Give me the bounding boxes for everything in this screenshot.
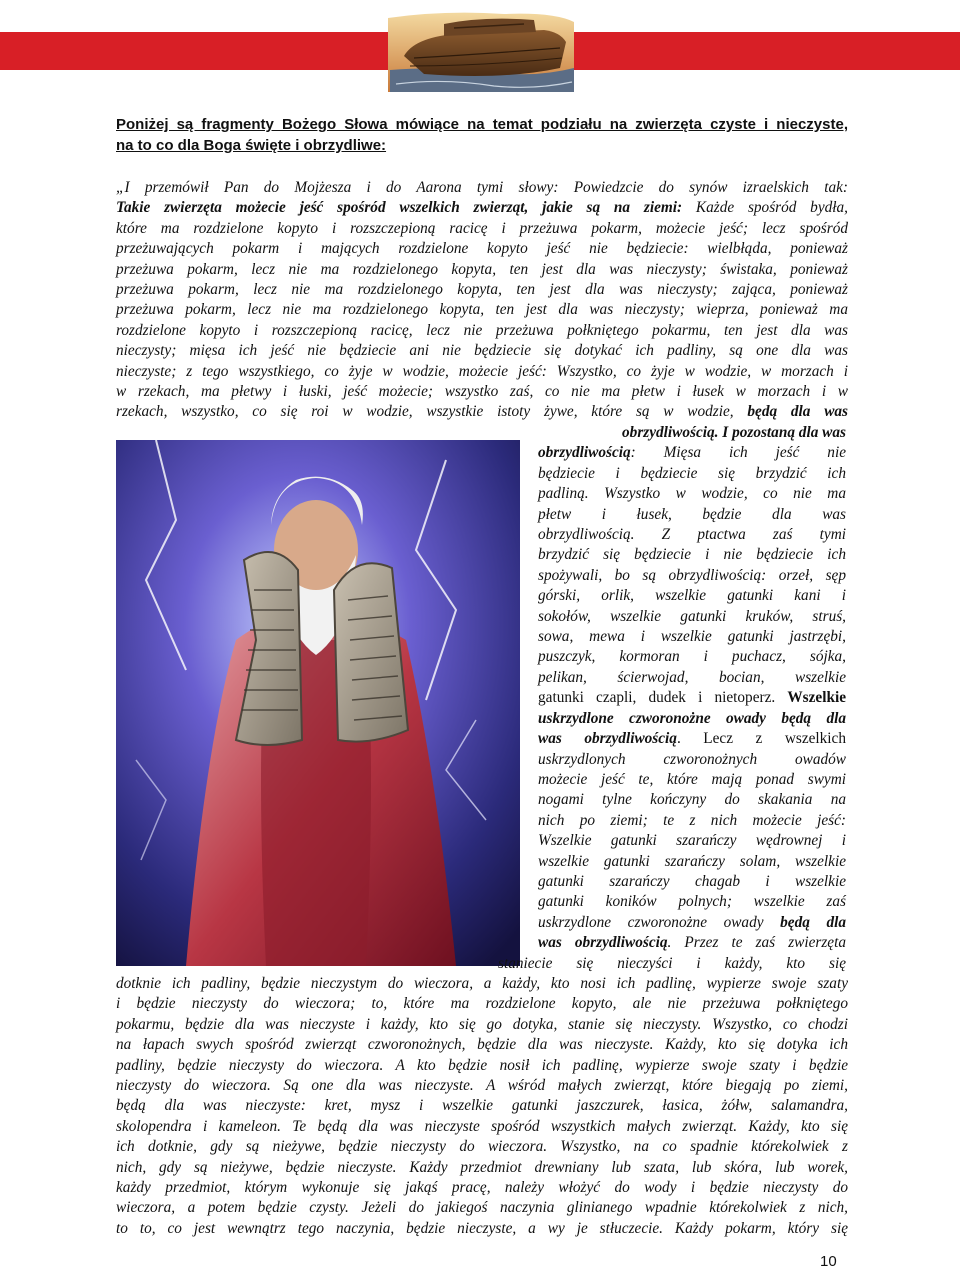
- text-line: uskrzydlone czworonożne owady będą dla: [538, 709, 846, 727]
- text-line: nich po ziemi; te z nich możecie jeść:: [538, 811, 846, 829]
- text-line: możecie jeść te, które mają ponad swymi: [538, 770, 846, 788]
- text-line: „I przemówił Pan do Mojżesza i do Aarona tymi słowy: Powiedzcie do synów izraelskich tak:: [116, 179, 848, 196]
- text-line: płetw i łusek, będzie dla was: [538, 505, 846, 523]
- text-line: uskrzydlonych czworonożnych owadów: [538, 750, 846, 768]
- moses-with-tablets-painting: [116, 440, 520, 966]
- text-line: obrzydliwością. I pozostaną dla was: [622, 424, 846, 441]
- text-line: nieczyste; z tego wszystkiego, co żyje w wodzie, możecie jeść: Wszystko, co żyje w wodzie, w morzach i: [116, 362, 848, 380]
- text-line: sokołów, wszelkie gatunki kruków, struś,: [538, 607, 846, 625]
- text-line: sowa, mewa i wszelkie gatunki jastrzębi,: [538, 628, 846, 646]
- text-line: wieczora, a potem będzie czysty. Jeżeli do jakiegoś naczynia glinianego wpadnie którekolwiek z nich,: [116, 1199, 848, 1217]
- scripture-paragraph-top: [116, 178, 848, 423]
- text-line: dotknie ich padliny, będzie nieczystym do wieczora, a każdy, kto nosi ich padlinę, wypierze swoje szaty: [116, 975, 848, 992]
- text-line: Wszelkie gatunki szarańczy wędrownej i: [538, 832, 846, 850]
- text-line: to to, co jest wewnątrz tego naczynia, będzie nieczyste, a wy je stłuczecie. Każdy pokarm, który się: [116, 1219, 848, 1237]
- text-line: was obrzydliwością. Przez te zaś zwierzęta: [538, 934, 846, 952]
- text-line: uskrzydlone czworonożne owady będą dla: [538, 913, 847, 931]
- text-line: staniecie się nieczyści i każdy, kto się: [498, 954, 846, 972]
- text-line: i będzie nieczysty do wieczora; to, które ma rozdzielone kopyto, ale nie przeżuwa połkniętego: [116, 995, 848, 1013]
- text-line: każdy przedmiot, którym wykonuje się jakąś pracę, należy włożyć do wody i będzie nieczysty do: [116, 1179, 848, 1197]
- text-line: Takie zwierzęta możecie jeść spośród wszelkich zwierząt, jakie są na ziemi: Każde spośród bydła,: [116, 199, 848, 217]
- text-line: nogami tylne kończyny do skakania na: [538, 791, 846, 809]
- text-line: was obrzydliwością. Lecz z wszelkich: [538, 730, 846, 748]
- text-line: wszelkie gatunki szarańczy solam, wszelkie: [538, 852, 846, 870]
- heading: [116, 114, 848, 156]
- text-line: przeżuwających pokarm i mających rozdzielone kopyto jeść nie będziecie: wielbłąda, ponieważ: [116, 240, 848, 258]
- text-line: spożywali, bo są obrzydliwością: orzeł, sęp: [538, 566, 846, 584]
- text-line: górski, orlik, wszelkie gatunki kani i: [538, 587, 846, 605]
- text-line: przeżuwa pokarm, lecz nie ma rozdzielonego kopyta, ten jest dla was nieczysty; świstaka, ponieważ: [116, 260, 848, 278]
- text-line: pelikan, ścierwojad, bocian, wszelkie: [538, 668, 846, 686]
- text-line: rzekach, wszystko, co się roi w wodzie, wszystkie istoty żywe, które są w wodzie, będą dla was: [116, 403, 848, 421]
- text-line: na łapach swych spośród zwierząt czworonożnych, będzie dla was nieczyste. Każdy, kto się dotyka ich: [116, 1036, 848, 1054]
- text-line: gatunki czapli, dudek i nietoperz. Wszelkie: [538, 689, 846, 707]
- text-line: które ma rozdzielone kopyto i rozszczepioną racicę i przeżuwa pokarm, możecie jeść; lecz spośród: [116, 219, 848, 237]
- text-line: nieczysty do wieczora. Są one dla was nieczyste. A wśród małych zwierząt, które biegają po ziemi,: [116, 1077, 848, 1095]
- heading-line: na to co dla Boga święte i obrzydliwe:: [116, 137, 387, 154]
- text-line: obrzydliwością. Z ptactwa zaś tymi: [538, 526, 846, 544]
- text-line: ich dotknie, gdy są nieżywe, będzie nieczysty do wieczora. Wszystko, na co spadnie którekolwiek z: [116, 1138, 848, 1156]
- text-line: nieczysty; mięsa ich jeść nie będziecie ani nie będziecie się dotykać ich padliny, są one dla was: [116, 342, 848, 360]
- text-line: w rzekach, ma płetwy i łuski, jeść możecie; wszystko zaś, co nie ma płetw i łusek w morzach i w: [116, 383, 848, 401]
- text-line: brzydzić się będziecie i nie będziecie ich: [538, 546, 846, 564]
- noahs-ark-illustration: [384, 8, 578, 96]
- heading-line: Poniżej są fragmenty Bożego Słowa mówiące na temat podziału na zwierzęta czyste i nieczyste,: [116, 116, 848, 133]
- text-line: gatunki koników polnych; wszelkie zaś: [538, 893, 846, 911]
- text-line: skolopendra i kameleon. Te będą dla was nieczyste spośród wszystkich małych zwierząt. Każdy, kto się: [116, 1117, 848, 1135]
- text-line: przeżuwa pokarm, lecz nie ma rozdzielonego kopyta, ten jest dla was nieczysty; zająca, ponieważ: [116, 281, 848, 299]
- text-line: rozdzielone kopyto i rozszczepioną racicę, lecz nie przeżuwa połkniętego pokarmu, ten jest dla was: [116, 321, 848, 339]
- text-line: będą dla was nieczyste: kret, mysz i wszelkie gatunki jaszczurek, łasica, żółw, salamandra,: [116, 1097, 848, 1115]
- text-line: gatunki szarańczy chagab i wszelkie: [538, 872, 846, 890]
- text-line: będziecie i będziecie się brzydzić ich: [538, 464, 846, 482]
- scripture-paragraph-bottom: [116, 974, 848, 1239]
- text-line: padliny, będzie nieczysty do wieczora. A kto będzie nosił ich padlinę, wypierze swoje szaty i będzie: [116, 1056, 848, 1074]
- text-line: pokarmu, będzie dla was nieczyste i każdy, kto się go dotyka, stanie się nieczysty. Wszystko, co chodzi: [116, 1015, 848, 1033]
- text-line: przeżuwa pokarm, lecz nie ma rozdzielonego kopyta, ten jest dla was nieczysty; wieprza, ponieważ ma: [116, 301, 848, 319]
- text-line: nich, gdy są nieżywe, będzie nieczyste. Każdy przedmiot drewniany lub szata, lub skóra, lub worek,: [116, 1158, 848, 1176]
- text-line: puszczyk, kormoran i puchacz, sójka,: [538, 648, 846, 666]
- text-line: padliną. Wszystko w wodzie, co nie ma: [538, 485, 846, 503]
- text-line: obrzydliwością: Mięsa ich jeść nie: [538, 444, 846, 462]
- scripture-paragraph-right: [498, 423, 847, 974]
- page-number: 10: [820, 1253, 837, 1270]
